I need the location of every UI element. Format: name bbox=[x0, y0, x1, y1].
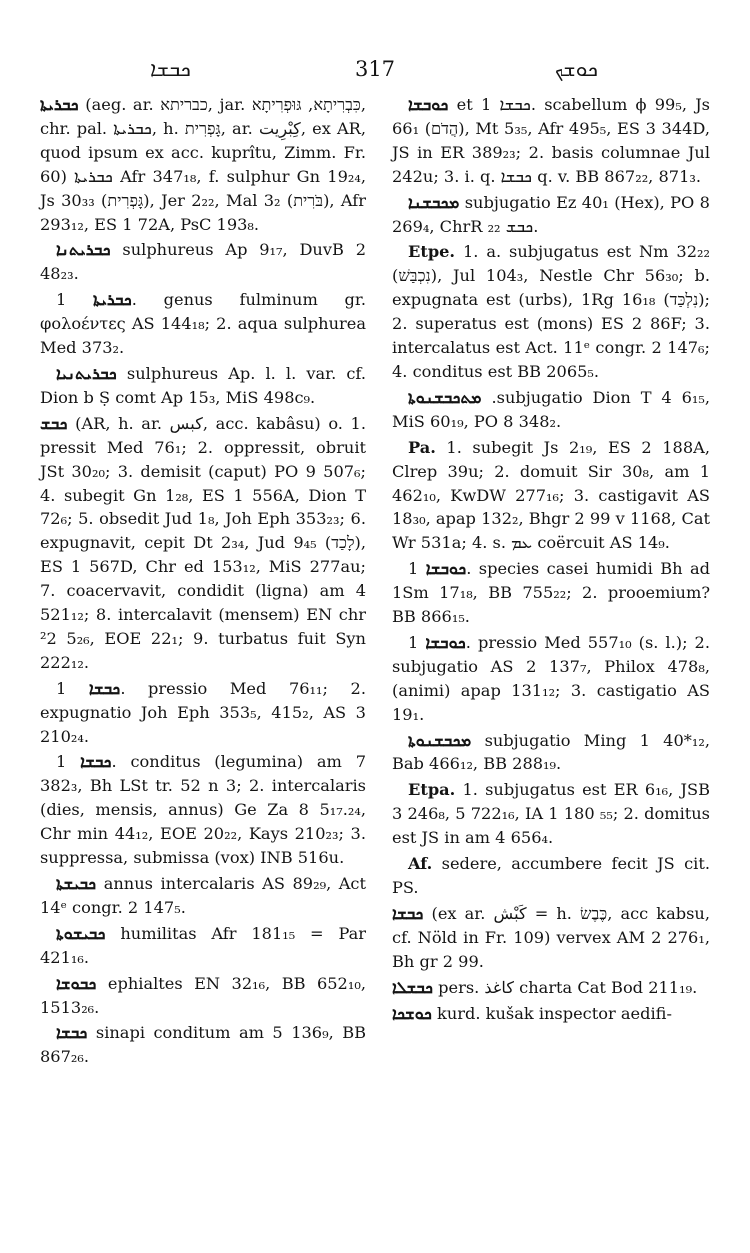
dictionary-entry bbox=[392, 436, 710, 556]
entry-headword: ܟܒܫܠܐ bbox=[392, 977, 433, 997]
dictionary-entry bbox=[40, 412, 366, 675]
entry-text: (ex ar. كَبْش = h. כֶּבֶשׂ, acc kabsu, cf. Nöld in Fr. 109) vervex AM 2 276₁, Bh gr 2 99. bbox=[392, 903, 710, 971]
entry-text: 1. subegit Js 2₁₉, ES 2 188A, Clrep 39u; 2. domuit Sir 30₈, am 1 462₁₀, KwDW 277₁₆; 3. castigavit AS 18₃₀, apap 132₂, Bhgr 2 99 v 1168, Cat Wr 531a; 4. s. ܥܡ coërcuit AS 14₉. bbox=[392, 437, 710, 553]
entry-headword: ܟܒܪܝܬܐ bbox=[40, 95, 79, 114]
entry-text: humilitas Afr 181₁₅ = Par 421₁₆. bbox=[40, 923, 366, 967]
entry-text: .subjugatio Dion T 4 6₁₅, MiS 60₁₉, PO 8 348₂. bbox=[392, 387, 710, 431]
dictionary-entry bbox=[392, 240, 710, 383]
header-right-word: ܟܘܫܟ bbox=[554, 57, 598, 81]
entry-headword: ܟܒܘܫܐ bbox=[56, 973, 97, 993]
entry-text: 1. subjugatus est ER 6₁₆, JSB 3 246₈, 5 722₁₆, IA 1 180 ₅₅; 2. domitus est JS in am 4 656₄. bbox=[392, 780, 710, 848]
entry-headword: ܟܘܒܫܐ bbox=[425, 632, 466, 652]
entry-text: kurd. kušak inspector aedifi- bbox=[437, 1003, 672, 1023]
entry-headword: ܟܘܒܫܐ bbox=[425, 559, 467, 579]
entry-text: et ܟܒܫܐ 1. scabellum ϕ 99₅, Js 66₁ (הֲדֹם), Mt 5₃₅, Afr 495₅, ES 3 344D, JS in ER 389₂₃; 2. basis columnae Jul 242u; 3. i. q. ܟܒܫܐ q. v. BB 867₂₂, 871₃. bbox=[392, 95, 710, 186]
entry-text: subjugatio Ming 1 40*₁₂, Bab 466₁₂, BB 288₁₉. bbox=[392, 730, 710, 774]
entry-text: 1. pressio Med 557₁₀ (s. l.); 2. subjugatio AS 2 137₇, Philox 478₈, (animi) apap 131₁₂; 3. castigatio AS 19₁. bbox=[392, 632, 710, 724]
entry-headword: ܟܒܝܫܘܬܐ bbox=[56, 923, 106, 943]
dictionary-entry bbox=[40, 677, 366, 749]
entry-headword: Af. bbox=[408, 854, 433, 874]
dictionary-entry bbox=[392, 191, 710, 239]
dictionary-entry bbox=[40, 750, 366, 870]
header-left-word: ܟܒܫܐ bbox=[150, 57, 191, 81]
dictionary-entry bbox=[40, 922, 366, 970]
dictionary-entry bbox=[40, 288, 366, 360]
entry-headword: Etpa. bbox=[408, 780, 456, 800]
entry-text: ephialtes EN 32₁₆, BB 652₁₀, 1513₂₆. bbox=[40, 973, 366, 1017]
dictionary-entry bbox=[392, 631, 710, 727]
dictionary-entry bbox=[392, 902, 710, 974]
page-number: 317 bbox=[354, 57, 396, 81]
entry-headword: ܟܒܫܐ bbox=[88, 678, 121, 698]
dictionary-entry bbox=[40, 238, 366, 286]
entry-text: sinapi conditum am 5 136₉, BB 867₂₆. bbox=[40, 1023, 366, 1067]
entry-headword: ܟܒܫܐ bbox=[392, 903, 424, 923]
entry-headword: ܟܒܪܝܬܢܐ bbox=[56, 240, 111, 260]
entry-text: 1. a. subjugatus est Nm 32₂₂ (נִכְבַּשׁ), Jul 104₃, Nestle Chr 56₃₀; b. expugnata est (urbs), 1Rg 16₁₈ (נִלְכַּד); 2. superatus est (mons) ES 2 86F; 3. intercalatus est Act. 11ᵉ congr. 2 147₆; 4. conditus est BB 2065₅. bbox=[392, 242, 710, 381]
entry-headword: ܟܘܒܫܐ bbox=[408, 95, 449, 114]
entry-text: (AR, h. ar. كبس, acc. kabâsu) o. 1. pressit Med 76₁; 2. oppressit, obruit JSt 30₂₀; 3. demisit (caput) PO 9 507₆; 4. subegit Gn 1₂₈, ES 1 556A, Dion T 72₆; 5. obsedit Jud 1₈, Joh Eph 353₂₃; 6. expugnavit, cepit Dt 2₃₄, Jud 9₄₅ (לָכַד), ES 1 567D, Chr ed 153₁₂, MiS 277au; 7. coacervavit, condidit (ligna) am 4 521₁₂; 8. intercalavit (mensem) EN chr ²2 5₂₆, EOE 22₁; 9. turbatus fuit Syn 222₁₂. bbox=[40, 413, 367, 672]
dictionary-entry bbox=[392, 778, 710, 850]
dictionary-entry bbox=[40, 972, 366, 1020]
entry-headword: ܡܟܒܫܢܐ bbox=[408, 192, 460, 212]
right-column bbox=[392, 93, 710, 1027]
entry-text: (aeg. ar. כבריתא, jar. כִּבְרִיתָא, גּוּפְרִיתָא, chr. pal. ܟܒܪܝܬܐ, h. גָּפְרִית, ar. كِبْرِيت, ex AR, quod ipsum ex acc. kuprîtu, Zimm. Fr. 60) ܟܒܪܝܬܐ Afr 347₁₈, f. sulphur Gn 19₂₄, Js 30₃₃ (גָּפְרִית), Jer 2₂₂, Mal 3₂ (בֹּרִית), Afr 293₁₂, ES 1 72A, PsC 193₈. bbox=[40, 95, 367, 234]
entry-text: sedere, accumbere fecit JS cit. PS. bbox=[392, 854, 710, 897]
entry-headword: Etpe. bbox=[408, 242, 456, 262]
entry-text: 1. pressio Med 76₁₁; 2. expugnatio Joh Eph 353₅, 415₂, AS 3 210₂₄. bbox=[40, 678, 367, 746]
dictionary-entry bbox=[392, 386, 710, 434]
entry-text: sulphureus Ap 9₁₇, DuvB 2 48₂₃. bbox=[40, 240, 366, 284]
dictionary-entry bbox=[392, 1002, 710, 1026]
entry-text: 1. species casei humidi Bh ad 1Sm 17₁₈, BB 755₂₂; 2. prooemium? BB 866₁₅. bbox=[392, 559, 710, 627]
entry-text: sulphureus Ap. l. l. var. cf. Dion b Ṣ comt Ap 15₃, MiS 498c₉. bbox=[40, 363, 366, 407]
entry-headword: ܡܟܒܫܢܘܬܐ bbox=[408, 730, 472, 750]
dictionary-entry bbox=[40, 1021, 366, 1069]
entry-text: 1. conditus (legumina) am 7 382₃, Bh LSt tr. 52 n 3; 2. intercalaris (dies, mensis, annus) Ge Za 8 5₁₇.₂₄, Chr min 44₁₂, EOE 20₂₂, Kays 210₂₃; 3. suppressa, submissa (vox) INB 516u. bbox=[40, 752, 366, 868]
dictionary-entry bbox=[392, 93, 710, 189]
entry-headword: ܟܒܪܝܬܢܝܐ bbox=[56, 363, 117, 383]
entry-headword: ܟܘܫܟܐ bbox=[392, 1003, 432, 1023]
entry-text: 1. genus fulminum gr. φολοέντες AS 144₁₈; 2. aqua sulphurea Med 373₂. bbox=[40, 290, 366, 358]
entry-text: subjugatio Ez 40₁ (Hex), PO 8 269₄, ChrR ܟܒܫ ₂₂. bbox=[392, 192, 710, 236]
entry-headword: ܟܒܪܝܬܐ bbox=[93, 290, 132, 310]
dictionary-entry bbox=[40, 872, 366, 920]
dictionary-entry bbox=[40, 93, 366, 236]
dictionary-entry bbox=[40, 362, 366, 410]
running-header bbox=[0, 56, 750, 82]
dictionary-entry bbox=[392, 557, 710, 629]
entry-headword: Pa. bbox=[408, 437, 436, 457]
entry-text: pers. كاغذ charta Cat Bod 211₁₉. bbox=[438, 977, 698, 997]
entry-headword: ܟܒܫܐ bbox=[80, 752, 112, 772]
left-column bbox=[40, 93, 366, 1071]
entry-headword: ܟܒܫ bbox=[40, 413, 68, 433]
entry-headword: ܡܬܟܒܫܢܘܬܐ bbox=[408, 387, 482, 407]
entry-text: annus intercalaris AS 89₂₉, Act 14ᵉ congr. 2 147₅. bbox=[40, 874, 366, 917]
entry-headword: ܟܒܫܐ bbox=[56, 1023, 88, 1043]
dictionary-entry bbox=[392, 976, 710, 1000]
dictionary-entry bbox=[392, 852, 710, 900]
entry-headword: ܟܒܝܫܬܐ bbox=[56, 874, 97, 893]
dictionary-entry bbox=[392, 729, 710, 777]
